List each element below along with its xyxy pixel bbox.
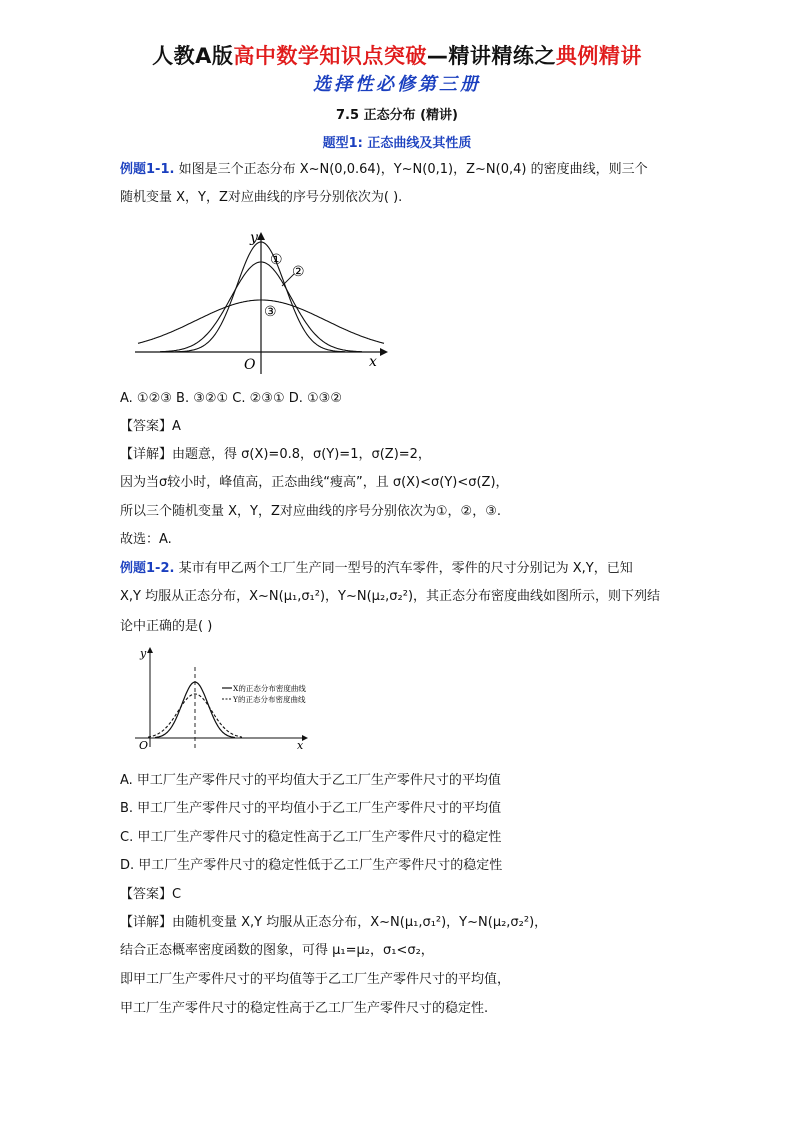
- ex2-x-label: x: [297, 739, 304, 752]
- ex2-legend-x: X的正态分布密度曲线: [233, 684, 306, 693]
- ex2-option-c: C. 甲工厂生产零件尺寸的稳定性高于乙工厂生产零件尺寸的稳定性: [120, 830, 502, 845]
- ex2-detail-line-1: 【详解】由随机变量 X,Y 均服从正态分布，X~N(μ₁,σ₁²)，Y~N(μ₂,σ₂²)，: [120, 915, 548, 930]
- ex2-legend-y: Y的正态分布密度曲线: [233, 695, 306, 704]
- ex2-option-d: D. 甲工厂生产零件尺寸的稳定性低于乙工厂生产零件尺寸的稳定性: [120, 858, 503, 873]
- ex1-curve-1: [175, 242, 345, 352]
- ex1-answer: 【答案】A: [120, 419, 181, 434]
- ex1-conclusion: 故选：A.: [120, 532, 172, 547]
- ex1-stem-line-1: [120, 161, 648, 179]
- ex1-y-arrow: [257, 232, 265, 240]
- ex2-stem-line-2: X,Y 均服从正态分布，X~N(μ₁,σ₁²)，Y~N(μ₂,σ₂²)，其正态分布密度曲线如图所示，则下列结: [120, 589, 661, 604]
- ex2-y-label: y: [140, 647, 147, 660]
- ex1-curve-label-1: ①: [270, 252, 283, 268]
- ex1-y-label: y: [250, 230, 258, 246]
- section-heading: 7.5 正态分布 (精讲): [336, 108, 458, 123]
- ex2-detail-line-3: 即甲工厂生产零件尺寸的平均值等于乙工厂生产零件尺寸的平均值，: [120, 972, 511, 987]
- ex2-label: 例题1-2.: [120, 561, 175, 576]
- ex2-option-a: A. 甲工厂生产零件尺寸的平均值大于乙工厂生产零件尺寸的平均值: [120, 773, 501, 788]
- document-title: [0, 40, 794, 70]
- ex1-stem-line-2: 随机变量 X，Y，Z对应曲线的序号分别依次为( ).: [120, 190, 403, 205]
- ex1-x-label: x: [369, 354, 377, 370]
- ex2-stem-line-1: [120, 560, 633, 578]
- ex1-detail-line-2: 因为当σ较小时，峰值高，正态曲线“瘦高”，且 σ(X)<σ(Y)<σ(Z)，: [120, 475, 509, 490]
- ex1-normal-curves-figure: [130, 226, 390, 378]
- ex2-option-b: B. 甲工厂生产零件尺寸的平均值小于乙工厂生产零件尺寸的平均值: [120, 801, 502, 816]
- type-heading: 题型1: 正态曲线及其性质: [322, 136, 472, 151]
- ex1-options: A. ①②③ B. ③②① C. ②③① D. ①③②: [120, 391, 342, 406]
- ex1-curve-label-2: ②: [292, 264, 305, 280]
- ex1-label: 例题1-1.: [120, 162, 175, 177]
- ex1-x-arrow: [380, 348, 388, 356]
- ex1-detail-line-3: 所以三个随机变量 X，Y，Z对应曲线的序号分别依次为①，②，③.: [120, 504, 501, 519]
- ex2-answer: 【答案】C: [120, 887, 182, 902]
- ex2-origin-label: O: [139, 739, 149, 752]
- ex1-detail-line-1: 【详解】由题意，得 σ(X)=0.8，σ(Y)=1，σ(Z)=2，: [120, 447, 431, 462]
- ex2-stem-text: 某市有甲乙两个工厂生产同一型号的汽车零件，零件的尺寸分别记为 X,Y，已知: [178, 561, 633, 576]
- title-part-1: 人教A版: [152, 44, 234, 68]
- title-part-2: 高中数学知识点突破: [233, 44, 427, 68]
- ex2-stem-line-3: 论中正确的是( ): [120, 619, 213, 634]
- document-subtitle: 选择性必修第三册: [313, 74, 481, 95]
- title-part-4: 典例精讲: [555, 44, 642, 68]
- ex2-y-arrow: [147, 647, 153, 653]
- title-part-3: —精讲精练之: [426, 44, 556, 68]
- ex2-density-figure: [130, 643, 330, 753]
- ex1-curve-label-3: ③: [264, 304, 277, 320]
- ex1-stem-text: 如图是三个正态分布 X~N(0,0.64)，Y~N(0,1)，Z~N(0,4) 的密度曲线，则三个: [178, 162, 648, 177]
- ex2-detail-line-2: 结合正态概率密度函数的图象，可得 μ₁=μ₂，σ₁<σ₂，: [120, 943, 434, 958]
- ex2-detail-line-4: 甲工厂生产零件尺寸的稳定性高于乙工厂生产零件尺寸的稳定性.: [120, 1001, 489, 1016]
- ex1-origin-label: O: [244, 357, 256, 373]
